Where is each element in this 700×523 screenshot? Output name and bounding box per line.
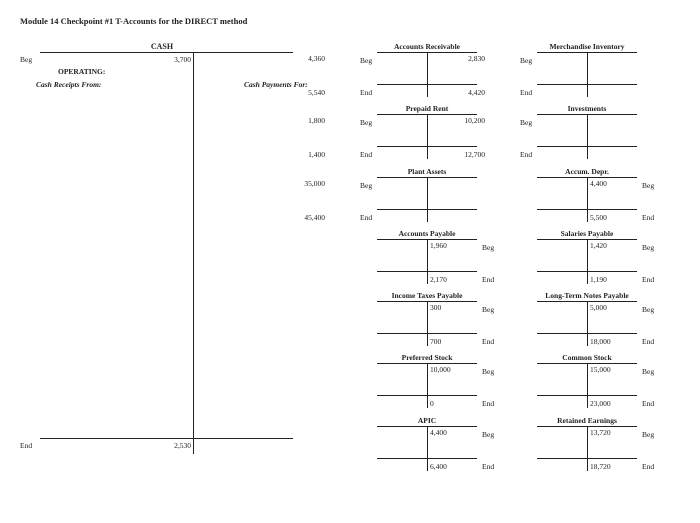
account-name: Common Stock (562, 353, 612, 362)
cash-bottom-line (40, 438, 293, 439)
beg-value: 2,830 (468, 54, 485, 63)
beg-label: Beg (642, 430, 655, 439)
beg-value: 10,200 (464, 116, 485, 125)
end-label: End (482, 462, 495, 471)
cash-receipts-heading: Cash Receipts From: (36, 80, 102, 89)
beg-label: Beg (360, 118, 373, 127)
t-account-divider-line (427, 301, 428, 346)
beg-value: 35,000 (304, 179, 325, 188)
end-value: 5,540 (308, 88, 325, 97)
t-account-divider-line (587, 239, 588, 284)
beg-label: Beg (520, 118, 533, 127)
t-account-divider-line (587, 177, 588, 222)
end-label: End (520, 88, 533, 97)
t-account-divider-line (427, 426, 428, 471)
end-value: 1,190 (590, 275, 607, 284)
end-value: 23,000 (590, 399, 611, 408)
end-value: 700 (430, 337, 442, 346)
end-value: 4,420 (468, 88, 485, 97)
account-name: Plant Assets (407, 167, 447, 176)
t-account-divider-line (587, 301, 588, 346)
beg-value: 1,420 (590, 241, 607, 250)
beg-value: 10,000 (430, 365, 451, 374)
beg-value: 4,400 (430, 428, 447, 437)
cash-payments-heading: Cash Payments For: (244, 80, 308, 89)
cash-top-line (40, 52, 293, 53)
account-name: Preferred Stock (401, 353, 453, 362)
end-value: 45,400 (304, 213, 325, 222)
end-label: End (642, 399, 655, 408)
end-label: End (360, 88, 373, 97)
end-value: 2,170 (430, 275, 447, 284)
beg-value: 300 (430, 303, 442, 312)
end-label: End (482, 275, 495, 284)
beg-label: Beg (642, 305, 655, 314)
t-account-divider-line (427, 177, 428, 222)
beg-label: Beg (642, 367, 655, 376)
beg-label: Beg (642, 181, 655, 190)
account-name: Accounts Receivable (393, 42, 461, 51)
account-name: Accounts Payable (398, 229, 456, 238)
t-account-divider-line (427, 239, 428, 284)
end-value: 12,700 (464, 150, 485, 159)
end-value: 18,720 (590, 462, 611, 471)
page-title: Module 14 Checkpoint #1 T-Accounts for the DIRECT method (20, 16, 248, 26)
end-value: 5,500 (590, 213, 607, 222)
end-label: End (520, 150, 533, 159)
cash-end-label: End (20, 441, 33, 450)
beg-label: Beg (482, 367, 495, 376)
beg-value: 13,720 (590, 428, 611, 437)
cash-beg-label: Beg (20, 55, 33, 64)
t-account-divider-line (587, 114, 588, 159)
beg-value: 4,360 (308, 54, 325, 63)
beg-label: Beg (360, 56, 373, 65)
beg-label: Beg (360, 181, 373, 190)
account-name: Long-Term Notes Payable (545, 291, 629, 300)
cash-end-value: 2,530 (174, 441, 191, 450)
beg-label: Beg (642, 243, 655, 252)
t-account-divider-line (427, 52, 428, 97)
t-account-divider-line (587, 363, 588, 408)
account-name: Merchandise Inventory (549, 42, 625, 51)
account-name: Accum. Depr. (565, 167, 609, 176)
t-account-divider-line (587, 52, 588, 97)
t-account-divider-line (427, 114, 428, 159)
end-label: End (642, 213, 655, 222)
t-account-divider-line (427, 363, 428, 408)
account-name: Salaries Payable (560, 229, 614, 238)
beg-value: 1,800 (308, 116, 325, 125)
operating-heading: OPERATING: (58, 67, 106, 76)
beg-label: Beg (482, 305, 495, 314)
end-label: End (482, 337, 495, 346)
end-label: End (360, 213, 373, 222)
cash-account-name: CASH (150, 42, 174, 51)
end-label: End (642, 275, 655, 284)
end-value: 6,400 (430, 462, 447, 471)
end-value: 0 (430, 399, 434, 408)
end-value: 1,400 (308, 150, 325, 159)
beg-value: 15,000 (590, 365, 611, 374)
end-label: End (482, 399, 495, 408)
end-label: End (642, 337, 655, 346)
account-name: Prepaid Rent (405, 104, 449, 113)
account-name: Investments (567, 104, 607, 113)
end-value: 18,000 (590, 337, 611, 346)
beg-value: 1,960 (430, 241, 447, 250)
beg-value: 5,000 (590, 303, 607, 312)
beg-label: Beg (520, 56, 533, 65)
end-label: End (642, 462, 655, 471)
account-name: APIC (417, 416, 437, 425)
account-name: Retained Earnings (557, 416, 617, 425)
beg-value: 4,400 (590, 179, 607, 188)
cash-beg-value: 3,700 (174, 55, 191, 64)
cash-divider-line (193, 52, 194, 454)
beg-label: Beg (482, 243, 495, 252)
beg-label: Beg (482, 430, 495, 439)
t-account-divider-line (587, 426, 588, 471)
account-name: Income Taxes Payable (391, 291, 463, 300)
end-label: End (360, 150, 373, 159)
